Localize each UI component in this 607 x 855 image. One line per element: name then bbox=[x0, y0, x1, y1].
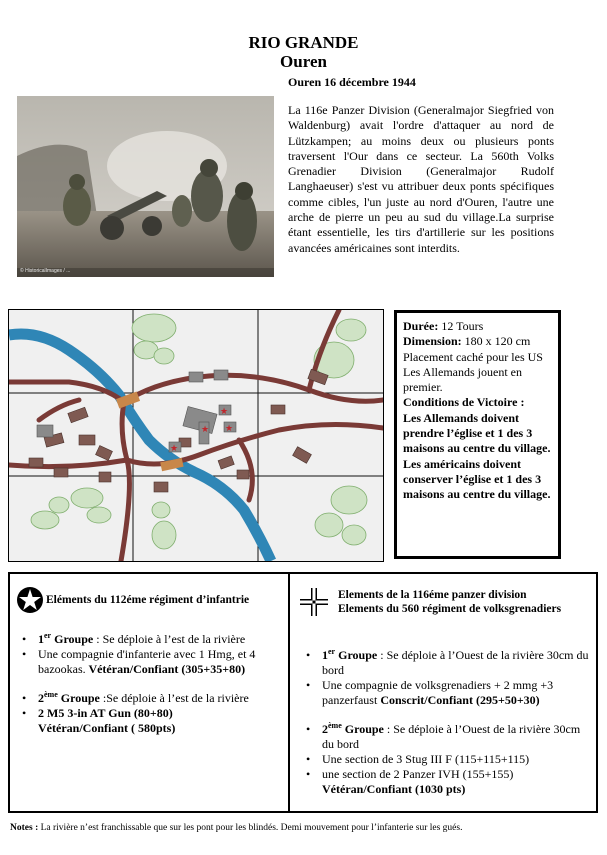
duration-value: 12 Tours bbox=[438, 319, 484, 333]
svg-text:★: ★ bbox=[220, 406, 229, 416]
svg-text:★: ★ bbox=[225, 423, 234, 433]
us-group-2 bbox=[16, 691, 290, 736]
list-item: • Une section de 3 Stug III F (115+115+115) bbox=[306, 752, 530, 766]
dimension-value: 180 x 120 cm bbox=[461, 334, 531, 349]
soldiers-photo bbox=[17, 96, 274, 277]
svg-text:★: ★ bbox=[201, 424, 210, 434]
list-item: • 2 M5 3-in AT Gun (80+80) Vétéran/Confiant ( 580pts) bbox=[22, 706, 176, 735]
german-group-2 bbox=[300, 722, 590, 797]
forces-table bbox=[8, 572, 598, 813]
placement-text: Placement caché pour les US bbox=[403, 349, 543, 364]
intro-text: La 116e Panzer Division (Generalmajor Siegfried von Waldenburg) avait l'ordre d'attaquer au nord de Lützkampen; au moins deux ou plusieurs ponts traversent l'Our dans ce secteur. La 560th Volks Grenadier Division (Generalmajor Rudolf Langhaeuser) s'est vu attribuer deux ponts spécifiques comme cibles, l'un juste au nord d'Ouren, l'autre une arche de pierre un peu au sud du village.La surprise étant essentielle, les tirs d'artillerie sur les positions avancées américaines sont interdits. bbox=[288, 103, 554, 255]
scenario-info-box bbox=[394, 310, 561, 559]
photo-illustration bbox=[17, 96, 274, 277]
battle-map bbox=[8, 309, 384, 562]
victory-us: Les américains doivent conserver l’église et 1 des 3 maisons au centre du village. bbox=[403, 456, 551, 502]
dimension-line bbox=[403, 334, 552, 349]
map-drawing bbox=[9, 310, 383, 561]
duration-label: Durée: bbox=[403, 319, 439, 333]
forces-divider bbox=[288, 573, 290, 812]
dateline: Ouren 16 décembre 1944 bbox=[288, 75, 416, 89]
svg-text:★: ★ bbox=[170, 443, 179, 453]
page-subtitle: Ouren bbox=[280, 52, 327, 71]
list-item: • 2ème Groupe : Se déploie à l’Ouest de la rivière 30cm du bord bbox=[306, 721, 581, 751]
german-heading-1: Elements de la 116éme panzer division bbox=[338, 589, 527, 601]
german-cross-icon bbox=[300, 588, 328, 616]
us-forces bbox=[16, 586, 290, 736]
notes bbox=[10, 823, 462, 833]
german-forces bbox=[300, 586, 590, 797]
list-item: • 1er Groupe : Se déploie à l’Ouest de la rivière 30cm du bord bbox=[306, 647, 589, 677]
list-item: • Une compagnie de volksgrenadiers + 2 mmg +3 panzerfaust Conscrit/Confiant (295+50+30) bbox=[306, 678, 554, 707]
list-item: • 1er Groupe : Se déploie à l’est de la rivière bbox=[22, 631, 246, 646]
photo-caption: © HistoricalImages / ... bbox=[20, 268, 71, 274]
german-group-1 bbox=[300, 648, 590, 708]
us-heading: Eléments du 112éme régiment d’infantrie bbox=[46, 594, 250, 606]
list-item: • une section de 2 Panzer IVH (155+155) Vétéran/Confiant (1030 pts) bbox=[306, 767, 514, 796]
duration-line bbox=[403, 319, 552, 334]
dimension-label: Dimension: bbox=[403, 334, 462, 349]
notes-label: Notes : bbox=[10, 823, 39, 833]
us-group-1 bbox=[16, 632, 290, 677]
list-item: • Une compagnie d'infanterie avec 1 Hmg, et 4 bazookas. Vétéran/Confiant (305+35+80) bbox=[22, 647, 256, 676]
victory-label: Conditions de Victoire : bbox=[403, 395, 525, 410]
us-star-icon bbox=[16, 586, 44, 614]
page-title: RIO GRANDE bbox=[248, 33, 359, 52]
list-item: • 2ème Groupe :Se déploie à l’est de la rivière bbox=[22, 690, 249, 705]
notes-text: La rivière n’est franchissable que sur les pont pour les blindés. Demi mouvement pour l’infanterie sur les gués. bbox=[38, 823, 463, 833]
victory-german: Les Allemands doivent prendre l’église et 1 des 3 maisons au centre du village. bbox=[403, 410, 551, 456]
german-heading-2: Elements du 560 régiment de volksgrenadiers bbox=[338, 603, 562, 615]
initiative-text: Les Allemands jouent en premier. bbox=[403, 364, 522, 395]
